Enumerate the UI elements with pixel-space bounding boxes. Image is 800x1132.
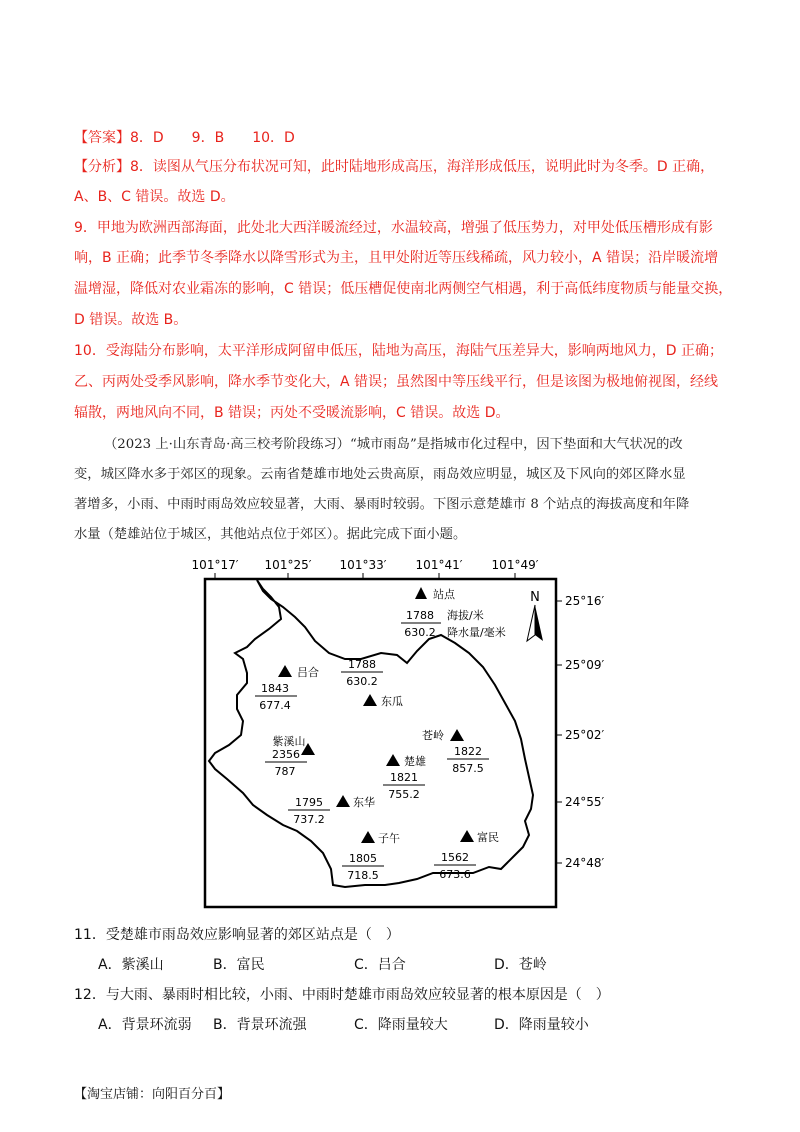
station-rain: 630.2 <box>346 675 378 688</box>
analysis-line-1: 【分析】8．读图从气压分布状况可知，此时陆地形成高压，海洋形成低压，说明此时为冬季。D 正确， <box>74 159 715 175</box>
analysis-line-9: 辐散，两地风向不同，B 错误；丙处不受暖流影响，C 错误。故选 D。 <box>74 405 510 421</box>
station-elev: 1788 <box>348 658 376 671</box>
station-elev: 1821 <box>390 771 418 784</box>
station-elev: 1843 <box>261 682 289 695</box>
analysis-line-4: 响，B 正确；此季节冬季降水以降雪形式为主，且甲处附近等压线稀疏，风力较小，A 错误；沿岸暖流增 <box>74 250 719 266</box>
answer-label: 【答案】 <box>74 130 130 146</box>
station-rain: 718.5 <box>347 869 379 882</box>
question-11-stem: 11．受楚雄市雨岛效应影响显著的郊区站点是（ ） <box>74 927 400 943</box>
analysis-line-8: 乙、丙两处受季风影响，降水季节变化大，A 错误；虽然图中等压线平行，但是该图为极地俯视图，经线 <box>74 374 719 390</box>
analysis-label: 【分析】 <box>74 159 130 175</box>
passage-line-1: （2023 上·山东青岛·高三校考阶段练习）“城市雨岛”是指城市化过程中，因下垫面和大气状况的改 <box>104 437 683 452</box>
station-zixishan <box>265 734 315 778</box>
analysis-line-2: A、B、C 错误。故选 D。 <box>74 189 235 205</box>
station-icon <box>336 795 350 807</box>
station-name: 东华 <box>353 796 375 809</box>
north-arrow-icon <box>535 605 543 641</box>
station-elev: 1562 <box>441 851 469 864</box>
lon-tick: 101°41′ <box>415 558 463 572</box>
question-11-option-c[interactable]: C．吕合 <box>354 957 406 973</box>
station-fumin <box>434 830 499 881</box>
analysis-line-3: 9．甲地为欧洲西部海面，此处北大西洋暖流经过，水温较高，增强了低压势力，对甲处低压槽形成有影 <box>74 220 713 236</box>
station-name: 子午 <box>378 832 400 845</box>
question-12-stem: 12．与大雨、暴雨时相比较，小雨、中雨时楚雄市雨岛效应较显著的根本原因是（ ） <box>74 987 610 1003</box>
station-elev: 1795 <box>295 796 323 809</box>
station-name: 紫溪山 <box>272 735 306 748</box>
legend-rain-label: 降水量/毫米 <box>447 626 506 639</box>
station-icon <box>278 665 292 677</box>
question-11-option-d[interactable]: D．苍岭 <box>494 957 547 973</box>
station-cangling <box>422 728 489 775</box>
station-name: 楚雄 <box>404 755 426 768</box>
station-rain: 673.6 <box>439 868 471 881</box>
answer-line <box>74 128 295 148</box>
footer-shop: 【淘宝店铺：向阳百分百】 <box>74 1087 231 1102</box>
question-12-option-b[interactable]: B．背景环流强 <box>213 1017 307 1033</box>
question-11-option-b[interactable]: B．富民 <box>213 957 265 973</box>
lat-tick: 25°02′ <box>565 728 605 742</box>
station-chuxiong <box>383 754 426 801</box>
passage-line-3: 著增多，小雨、中雨时雨岛效应较显著，大雨、暴雨时较弱。下图示意楚雄市 8 个站点的海拔高度和年降 <box>74 497 690 512</box>
station-elev: 1805 <box>349 852 377 865</box>
station-rain: 787 <box>274 765 296 778</box>
lon-tick: 101°33′ <box>339 558 387 572</box>
lon-tick: 101°25′ <box>264 558 312 572</box>
station-icon <box>361 831 375 843</box>
station-icon <box>363 694 377 706</box>
legend-elev-label: 海拔/米 <box>447 609 484 622</box>
legend-station-label: 站点 <box>433 588 455 601</box>
lon-tick: 101°17′ <box>191 558 239 572</box>
station-name: 吕合 <box>297 666 319 679</box>
station-ziwu <box>342 831 400 882</box>
station-elev: 1822 <box>454 745 482 758</box>
station-rain: 857.5 <box>452 762 484 775</box>
north-label: N <box>530 590 540 605</box>
lat-tick: 25°09′ <box>565 658 605 672</box>
legend-station-icon <box>415 587 427 599</box>
station-rain: 737.2 <box>293 813 325 826</box>
station-donghua <box>288 795 375 826</box>
answer-text: 8．D 9．B 10．D <box>130 130 295 146</box>
lon-tick: 101°49′ <box>491 558 539 572</box>
legend-elev: 1788 <box>406 609 434 622</box>
passage-line-2: 变，城区降水多于郊区的现象。云南省楚雄市地处云贵高原，雨岛效应明显，城区及下风向的郊区降水显 <box>74 467 686 482</box>
legend-rain: 630.2 <box>404 626 436 639</box>
station-icon <box>386 754 400 766</box>
station-icon <box>460 830 474 842</box>
question-12-option-d[interactable]: D．降雨量较小 <box>494 1017 589 1033</box>
station-rain: 677.4 <box>259 699 291 712</box>
station-donggua <box>341 658 403 708</box>
station-luhe <box>255 665 319 712</box>
station-name: 富民 <box>477 831 499 844</box>
station-elev: 2356 <box>272 748 300 761</box>
lat-tick: 25°16′ <box>565 594 605 608</box>
lat-tick: 24°55′ <box>565 795 605 809</box>
analysis-line-7: 10．受海陆分布影响，太平洋形成阿留申低压，陆地为高压，海陆气压差异大，影响两地风力，D 正确； <box>74 343 724 359</box>
analysis-line-5: 温增湿，降低对农业霜冻的影响，C 错误；低压槽促使南北两侧空气相遇，利于高低纬度物质与能量交换， <box>74 281 733 297</box>
question-12-option-c[interactable]: C．降雨量较大 <box>354 1017 448 1033</box>
chuxiong-station-map <box>185 555 605 910</box>
station-name: 东瓜 <box>381 695 403 708</box>
station-icon <box>450 729 464 741</box>
station-name: 苍岭 <box>422 729 444 742</box>
lat-tick: 24°48′ <box>565 856 605 870</box>
passage-line-4: 水量（楚雄站位于城区，其他站点位于郊区）。据此完成下面小题。 <box>74 527 467 542</box>
station-rain: 755.2 <box>388 788 420 801</box>
question-12-option-a[interactable]: A．背景环流弱 <box>98 1017 192 1033</box>
analysis-line-6: D 错误。故选 B。 <box>74 312 188 328</box>
question-11-option-a[interactable]: A．紫溪山 <box>98 957 164 973</box>
